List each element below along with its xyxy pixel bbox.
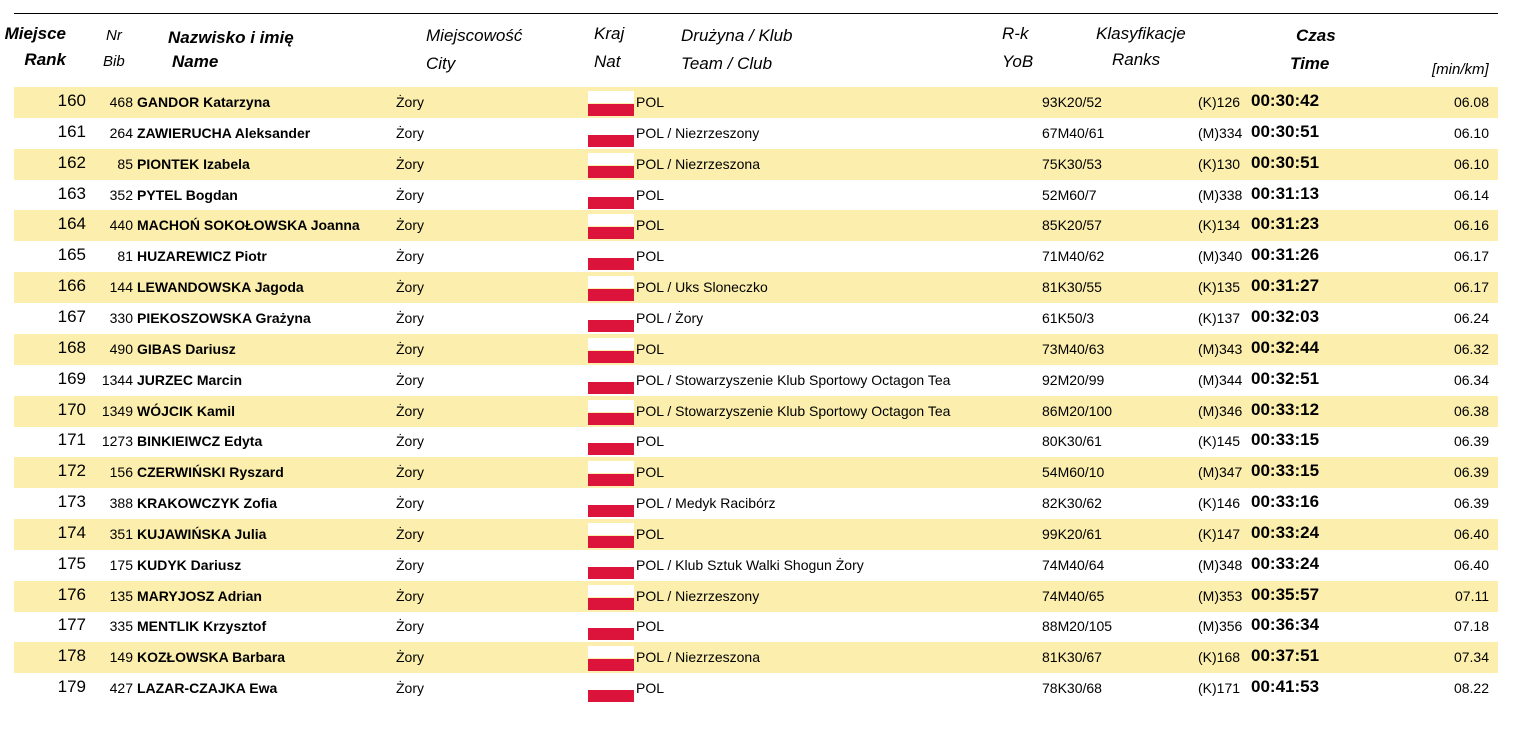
name-cell: JURZEC Marcin [137, 372, 243, 388]
yob-category-cell: 82K30/62 [1042, 495, 1102, 511]
time-cell: 00:32:44 [1251, 338, 1320, 357]
place-cell: 178 [57, 646, 86, 665]
poland-flag-icon [588, 307, 634, 337]
rank-cell: (K)134 [1198, 217, 1241, 233]
place-cell: 179 [57, 677, 86, 696]
pace-cell: 06.17 [1453, 279, 1489, 295]
time-cell: 00:35:57 [1251, 585, 1320, 604]
city-cell: Żory [396, 187, 424, 203]
club-cell: POL / Klub Sztuk Walki Shogun Żory [636, 557, 864, 573]
rank-cell: (K)171 [1198, 680, 1241, 696]
time-cell: 00:41:53 [1251, 677, 1320, 696]
yob-category-cell: 67M40/61 [1042, 125, 1105, 141]
city-cell: Żory [396, 279, 424, 295]
place-cell: 168 [57, 338, 86, 357]
yob-category-cell: 75K30/53 [1042, 156, 1102, 172]
header-nat-pl: Kraj [594, 24, 625, 43]
place-cell: 162 [57, 153, 86, 172]
place-cell: 176 [57, 585, 86, 604]
pace-cell: 06.14 [1453, 187, 1489, 203]
club-cell: POL / Niezrzeszona [636, 156, 760, 172]
place-cell: 171 [57, 430, 86, 449]
header-nat-en: Nat [594, 52, 621, 71]
rank-cell: (M)343 [1198, 341, 1243, 357]
city-cell: Żory [396, 217, 424, 233]
yob-category-cell: 92M20/99 [1042, 372, 1105, 388]
table-row [14, 457, 1498, 488]
time-cell: 00:33:15 [1251, 430, 1320, 449]
name-cell: GANDOR Katarzyna [137, 94, 271, 110]
club-cell: POL [636, 187, 665, 203]
table-row [14, 550, 1498, 581]
header-name-pl: Nazwisko i imię [168, 28, 294, 47]
club-cell: POL [636, 618, 665, 634]
name-cell: MENTLIK Krzysztof [137, 618, 267, 634]
yob-category-cell: 61K50/3 [1042, 310, 1095, 326]
bib-cell: 388 [109, 495, 133, 511]
city-cell: Żory [396, 156, 424, 172]
table-row [14, 334, 1498, 365]
table-row [14, 241, 1498, 272]
pace-cell: 06.10 [1453, 156, 1489, 172]
poland-flag-icon [588, 523, 634, 553]
name-cell: CZERWIŃSKI Ryszard [137, 464, 284, 480]
place-cell: 167 [57, 307, 86, 326]
bib-cell: 490 [109, 341, 133, 357]
place-cell: 160 [57, 91, 86, 110]
pace-cell: 06.40 [1453, 526, 1489, 542]
name-cell: KUJAWIŃSKA Julia [137, 526, 267, 542]
pace-cell: 06.39 [1453, 495, 1489, 511]
city-cell: Żory [396, 372, 424, 388]
bib-cell: 351 [109, 526, 133, 542]
bib-cell: 156 [109, 464, 133, 480]
rank-cell: (M)346 [1198, 403, 1243, 419]
pace-cell: 06.32 [1453, 341, 1489, 357]
name-cell: LEWANDOWSKA Jagoda [137, 279, 304, 295]
city-cell: Żory [396, 618, 424, 634]
name-cell: LAZAR-CZAJKA Ewa [137, 680, 278, 696]
pace-cell: 06.40 [1453, 557, 1489, 573]
time-cell: 00:33:16 [1251, 492, 1320, 511]
yob-category-cell: 71M40/62 [1042, 248, 1105, 264]
city-cell: Żory [396, 310, 424, 326]
header-name-en: Name [172, 52, 219, 71]
name-cell: MARYJOSZ Adrian [137, 588, 262, 604]
time-cell: 00:33:12 [1251, 400, 1320, 419]
rank-cell: (M)334 [1198, 125, 1243, 141]
rank-cell: (K)145 [1198, 433, 1241, 449]
yob-category-cell: 93K20/52 [1042, 94, 1102, 110]
time-cell: 00:31:26 [1251, 245, 1320, 264]
pace-cell: 06.39 [1453, 433, 1489, 449]
city-cell: Żory [396, 248, 424, 264]
table-row [14, 272, 1498, 303]
rank-cell: (M)338 [1198, 187, 1243, 203]
table-row [14, 180, 1498, 211]
table-row [14, 149, 1498, 180]
name-cell: KUDYK Dariusz [137, 557, 242, 573]
name-cell: WÓJCIK Kamil [137, 403, 236, 419]
yob-category-cell: 74M40/64 [1042, 557, 1105, 573]
header-ranks-en: Ranks [1112, 50, 1161, 69]
place-cell: 163 [57, 184, 86, 203]
pace-cell: 07.18 [1453, 618, 1489, 634]
poland-flag-icon [588, 153, 634, 183]
place-cell: 172 [57, 461, 86, 480]
name-cell: PIEKOSZOWSKA Grażyna [137, 310, 311, 326]
rank-cell: (K)147 [1198, 526, 1241, 542]
rank-cell: (K)137 [1198, 310, 1241, 326]
club-cell: POL [636, 464, 665, 480]
rank-cell: (M)356 [1198, 618, 1243, 634]
club-cell: POL / Stowarzyszenie Klub Sportowy Octagon Tea [636, 372, 951, 388]
club-cell: POL / Niezrzeszona [636, 649, 760, 665]
poland-flag-icon [588, 91, 634, 121]
header-club-en: Team / Club [681, 54, 773, 73]
bib-cell: 175 [109, 557, 133, 573]
pace-cell: 06.17 [1453, 248, 1489, 264]
club-cell: POL [636, 526, 665, 542]
pace-cell: 08.22 [1453, 680, 1489, 696]
city-cell: Żory [396, 341, 424, 357]
poland-flag-icon [588, 122, 634, 152]
club-cell: POL / Uks Sloneczko [636, 279, 768, 295]
header-bib-pl: Nr [106, 27, 122, 44]
yob-category-cell: 99K20/61 [1042, 526, 1102, 542]
table-row [14, 365, 1498, 396]
rank-cell: (M)340 [1198, 248, 1243, 264]
name-cell: KRAKOWCZYK Zofia [137, 495, 277, 511]
rank-cell: (K)168 [1198, 649, 1241, 665]
place-cell: 175 [57, 554, 86, 573]
bib-cell: 1273 [101, 433, 133, 449]
club-cell: POL [636, 94, 665, 110]
yob-category-cell: 81K30/55 [1042, 279, 1102, 295]
time-cell: 00:32:51 [1251, 369, 1320, 388]
header-time-en: Time [1290, 54, 1330, 73]
time-cell: 00:30:42 [1251, 91, 1320, 110]
poland-flag-icon [588, 677, 634, 707]
bib-cell: 352 [109, 187, 133, 203]
table-row [14, 611, 1498, 642]
name-cell: BINKIEIWCZ Edyta [137, 433, 263, 449]
club-cell: POL [636, 341, 665, 357]
time-cell: 00:33:15 [1251, 461, 1320, 480]
club-cell: POL / Niezrzeszony [636, 588, 760, 604]
time-cell: 00:32:03 [1251, 307, 1320, 326]
name-cell: HUZAREWICZ Piotr [137, 248, 267, 264]
pace-cell: 06.10 [1453, 125, 1489, 141]
bib-cell: 335 [109, 618, 133, 634]
header-pace: [min/km] [1432, 61, 1489, 78]
pace-cell: 06.24 [1453, 310, 1489, 326]
bib-cell: 81 [117, 248, 133, 264]
place-cell: 164 [57, 214, 86, 233]
poland-flag-icon [588, 430, 634, 460]
place-cell: 165 [57, 245, 86, 264]
poland-flag-icon [588, 492, 634, 522]
place-cell: 169 [57, 369, 86, 388]
city-cell: Żory [396, 495, 424, 511]
place-cell: 173 [57, 492, 86, 511]
place-cell: 170 [57, 400, 86, 419]
header-city-en: City [426, 54, 456, 73]
poland-flag-icon [588, 276, 634, 306]
yob-category-cell: 85K20/57 [1042, 217, 1102, 233]
city-cell: Żory [396, 588, 424, 604]
name-cell: KOZŁOWSKA Barbara [137, 649, 286, 665]
pace-cell: 07.34 [1453, 649, 1489, 665]
city-cell: Żory [396, 94, 424, 110]
city-cell: Żory [396, 464, 424, 480]
bib-cell: 468 [109, 94, 133, 110]
poland-flag-icon [588, 615, 634, 645]
club-cell: POL / Stowarzyszenie Klub Sportowy Octagon Tea [636, 403, 951, 419]
bib-cell: 85 [117, 156, 133, 172]
table-row [14, 581, 1498, 612]
city-cell: Żory [396, 649, 424, 665]
name-cell: MACHOŃ SOKOŁOWSKA Joanna [137, 217, 360, 233]
yob-category-cell: 73M40/63 [1042, 341, 1105, 357]
name-cell: PYTEL Bogdan [137, 187, 238, 203]
header-ranks-pl: Klasyfikacje [1096, 24, 1186, 43]
table-row [14, 87, 1498, 118]
club-cell: POL [636, 680, 665, 696]
club-cell: POL / Medyk Racibórz [636, 495, 776, 511]
results-header [0, 24, 1522, 76]
time-cell: 00:33:24 [1251, 554, 1320, 573]
rank-cell: (M)348 [1198, 557, 1243, 573]
yob-category-cell: 80K30/61 [1042, 433, 1102, 449]
table-row [14, 488, 1498, 519]
table-row [14, 519, 1498, 550]
city-cell: Żory [396, 125, 424, 141]
table-row [14, 118, 1498, 149]
yob-category-cell: 86M20/100 [1042, 403, 1113, 419]
place-cell: 174 [57, 523, 86, 542]
name-cell: PIONTEK Izabela [137, 156, 250, 172]
pace-cell: 06.38 [1453, 403, 1489, 419]
poland-flag-icon [588, 461, 634, 491]
time-cell: 00:30:51 [1251, 122, 1320, 141]
club-cell: POL / Niezrzeszony [636, 125, 760, 141]
bib-cell: 330 [109, 310, 133, 326]
rank-cell: (M)347 [1198, 464, 1243, 480]
table-row [14, 396, 1498, 427]
header-city-pl: Miejscowość [426, 26, 523, 45]
club-cell: POL [636, 217, 665, 233]
header-rule [14, 13, 1498, 14]
time-cell: 00:36:34 [1251, 615, 1320, 634]
bib-cell: 427 [109, 680, 133, 696]
pace-cell: 06.08 [1453, 94, 1489, 110]
header-club-pl: Drużyna / Klub [681, 26, 793, 45]
rank-cell: (M)353 [1198, 588, 1243, 604]
header-place-en: Rank [24, 50, 66, 69]
table-row [14, 642, 1498, 673]
table-row [14, 303, 1498, 334]
header-place-pl: Miejsce [4, 24, 66, 43]
header-yob-pl: R-k [1002, 24, 1029, 43]
club-cell: POL [636, 248, 665, 264]
rank-cell: (M)344 [1198, 372, 1243, 388]
city-cell: Żory [396, 526, 424, 542]
yob-category-cell: 52M60/7 [1042, 187, 1097, 203]
poland-flag-icon [588, 554, 634, 584]
table-row [14, 673, 1498, 704]
city-cell: Żory [396, 433, 424, 449]
yob-category-cell: 54M60/10 [1042, 464, 1105, 480]
poland-flag-icon [588, 245, 634, 275]
yob-category-cell: 78K30/68 [1042, 680, 1102, 696]
time-cell: 00:31:13 [1251, 184, 1320, 203]
bib-cell: 135 [109, 588, 133, 604]
city-cell: Żory [396, 403, 424, 419]
name-cell: GIBAS Dariusz [137, 341, 236, 357]
bib-cell: 1344 [101, 372, 133, 388]
bib-cell: 440 [109, 217, 133, 233]
table-row [14, 426, 1498, 457]
yob-category-cell: 74M40/65 [1042, 588, 1105, 604]
yob-category-cell: 81K30/67 [1042, 649, 1102, 665]
header-yob-en: YoB [1002, 52, 1034, 71]
bib-cell: 1349 [101, 403, 133, 419]
table-row [14, 210, 1498, 241]
poland-flag-icon [588, 214, 634, 244]
place-cell: 166 [57, 276, 86, 295]
club-cell: POL / Żory [636, 310, 704, 326]
rank-cell: (K)135 [1198, 279, 1241, 295]
pace-cell: 06.39 [1453, 464, 1489, 480]
club-cell: POL [636, 433, 665, 449]
yob-category-cell: 88M20/105 [1042, 618, 1113, 634]
bib-cell: 264 [109, 125, 133, 141]
poland-flag-icon [588, 369, 634, 399]
rank-cell: (K)126 [1198, 94, 1241, 110]
rank-cell: (K)130 [1198, 156, 1241, 172]
name-cell: ZAWIERUCHA Aleksander [137, 125, 311, 141]
header-time-pl: Czas [1296, 26, 1336, 45]
poland-flag-icon [588, 646, 634, 676]
pace-cell: 07.11 [1455, 588, 1489, 604]
poland-flag-icon [588, 338, 634, 368]
time-cell: 00:31:27 [1251, 276, 1320, 295]
time-cell: 00:30:51 [1251, 153, 1320, 172]
rank-cell: (K)146 [1198, 495, 1241, 511]
time-cell: 00:37:51 [1251, 646, 1320, 665]
bib-cell: 144 [109, 279, 133, 295]
time-cell: 00:31:23 [1251, 214, 1320, 233]
bib-cell: 149 [109, 649, 133, 665]
time-cell: 00:33:24 [1251, 523, 1320, 542]
header-bib-en: Bib [103, 53, 125, 70]
place-cell: 177 [57, 615, 86, 634]
pace-cell: 06.16 [1453, 217, 1489, 233]
pace-cell: 06.34 [1453, 372, 1489, 388]
city-cell: Żory [396, 680, 424, 696]
city-cell: Żory [396, 557, 424, 573]
place-cell: 161 [57, 122, 86, 141]
